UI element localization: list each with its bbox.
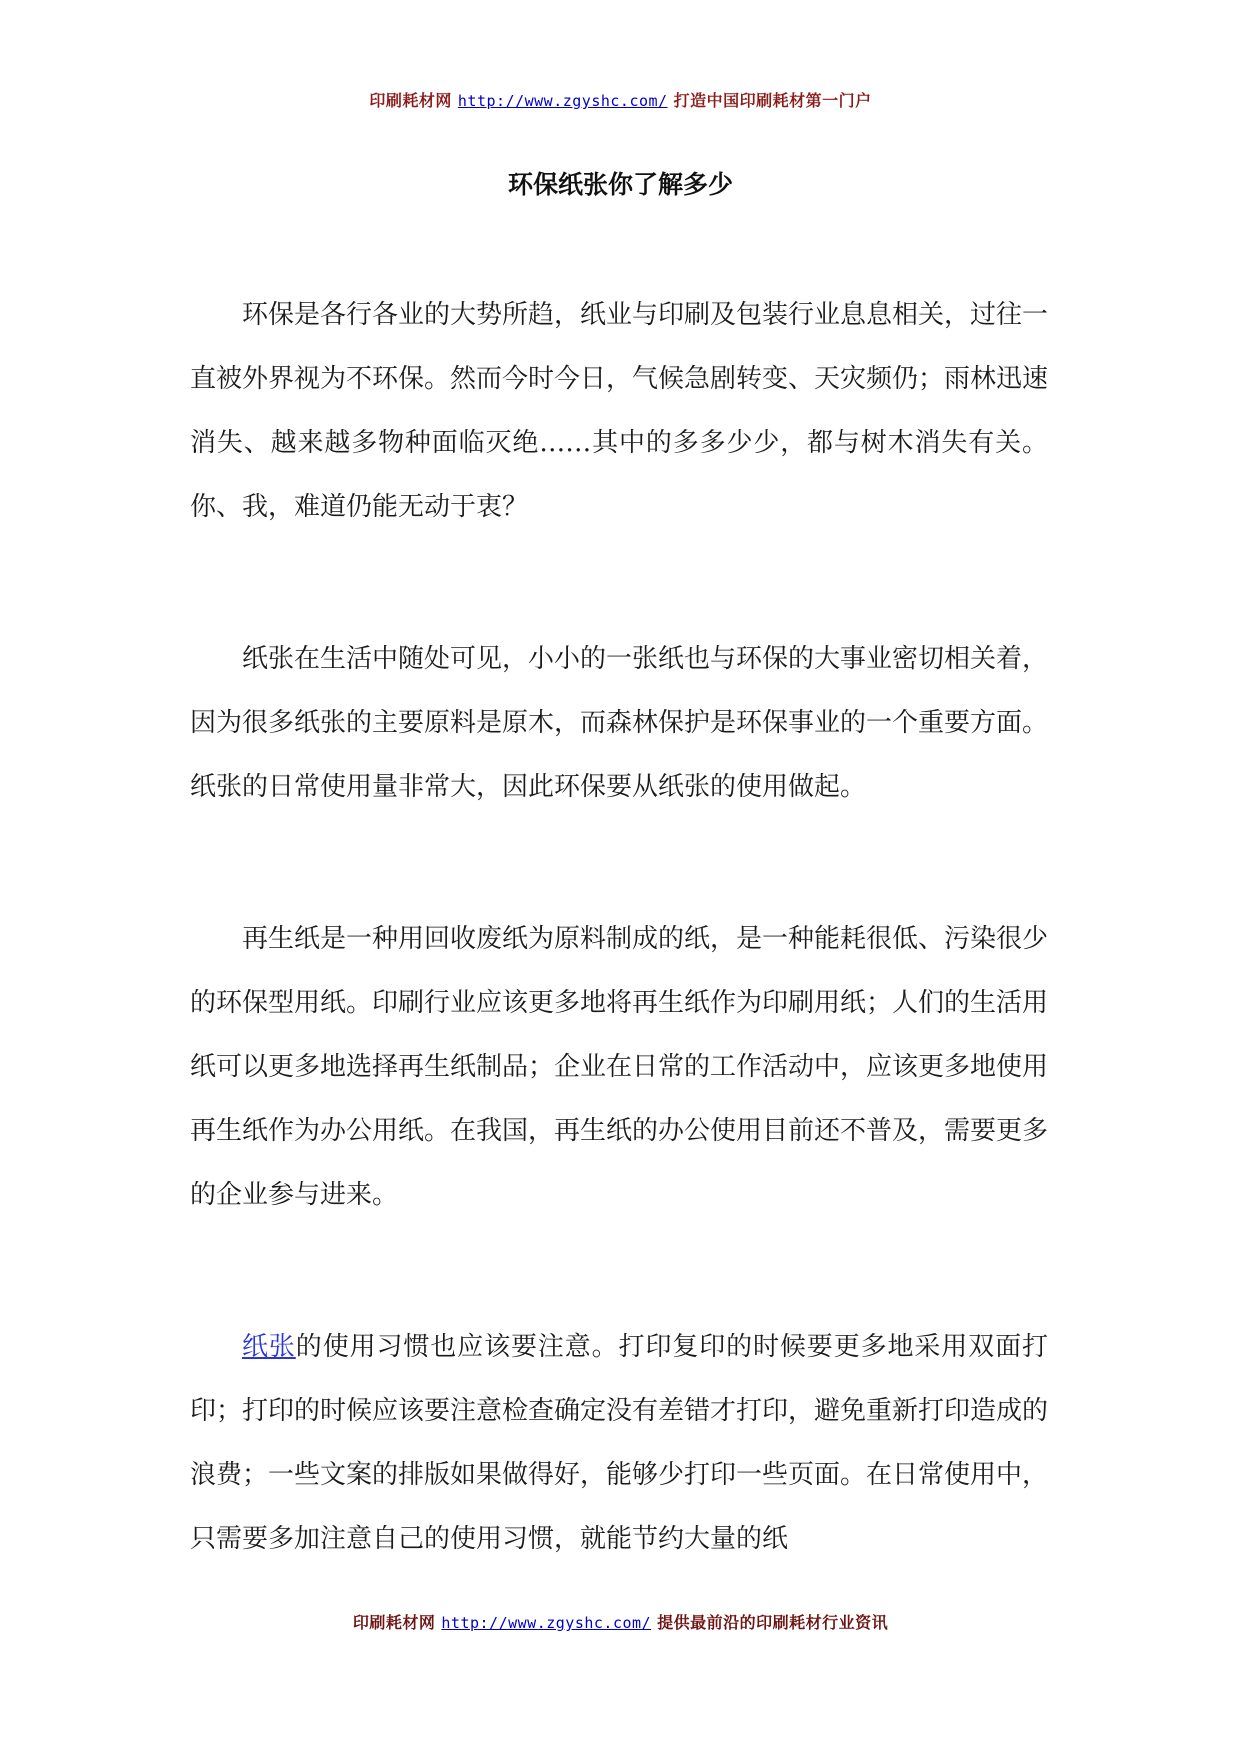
header-slogan: 打造中国印刷耗材第一门户 — [667, 91, 872, 110]
paragraph-1: 环保是各行各业的大势所趋，纸业与印刷及包装行业息息相关，过往一直被外界视为不环保。然而今时今日，气候急剧转变、天灾频仍；雨林迅速消失、越来越多物种面临灭绝……其中的多多少少，都与树木消失有关。你、我，难道仍能无动于衷？ — [190, 300, 1049, 522]
paragraph-3: 再生纸是一种用回收废纸为原料制成的纸，是一种能耗很低、污染很少的环保型用纸。印刷行业应该更多地将再生纸作为印刷用纸；人们的生活用纸可以更多地选择再生纸制品；企业在日常的工作活动中，应该更多地使用再生纸作为办公用纸。在我国，再生纸的办公使用目前还不普及，需要更多的企业参与进来。 — [190, 924, 1049, 1210]
header-site-name: 印刷耗材网 — [369, 91, 458, 110]
paragraph-4-text: 的使用习惯也应该要注意。打印复印的时候要更多地采用双面打印；打印的时候应该要注意检查确定没有差错才打印，避免重新打印造成的浪费；一些文案的排版如果做得好，能够少打印一些页面。在日常使用中，只需要多加注意自己的使用习惯，就能节约大量的纸 — [190, 1332, 1049, 1554]
page-footer — [0, 1610, 1241, 1633]
footer-slogan: 提供最前沿的印刷耗材行业资讯 — [651, 1613, 889, 1632]
document-title: 环保纸张你了解多少 — [507, 170, 733, 199]
header-url-link[interactable]: http://www.zgyshc.com/ — [457, 92, 668, 110]
footer-site-name: 印刷耗材网 — [352, 1613, 442, 1632]
paper-link[interactable]: 纸张 — [242, 1332, 296, 1362]
paragraph-2: 纸张在生活中随处可见，小小的一张纸也与环保的大事业密切相关着，因为很多纸张的主要原料是原木，而森林保护是环保事业的一个重要方面。纸张的日常使用量非常大，因此环保要从纸张的使用做起。 — [190, 644, 1049, 802]
paragraph-4 — [190, 1315, 1048, 1571]
article-body — [190, 283, 1048, 1571]
page-header — [0, 88, 1241, 111]
footer-url-link[interactable]: http://www.zgyshc.com/ — [441, 1614, 652, 1632]
